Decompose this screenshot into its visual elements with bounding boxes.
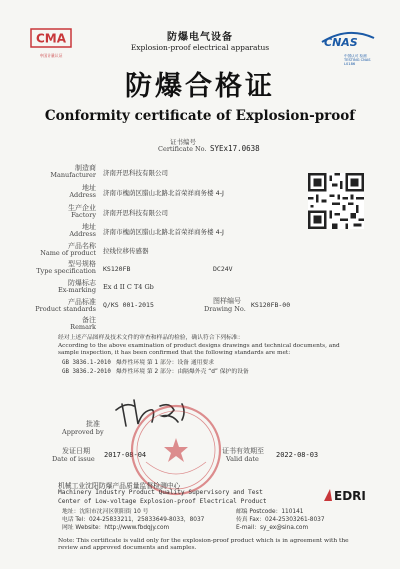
svg-text:CNAS: CNAS [324,36,358,49]
statement-zh: 经对上述产品图样及技术文件的审查和样品的检验，确认符合下列标准： [58,335,244,341]
certificate-no-label-en: Certificate No. [158,145,207,153]
footer-tel: 电话 Tel：024-25833211，25833649-8033，8037 [62,517,205,523]
manufacturer-address-label-zh: 地址 [82,184,96,192]
standard-code-1: GB 3836.1-2010 [62,360,111,366]
issue-date-label-zh: 发证日期 [62,447,90,455]
manufacturer-address-label-en: Address [69,191,96,199]
header-title-zh: 防爆电气设备 [167,32,233,43]
statement-en: According to the above examination of product designs drawings and technical documents, and sample inspection, it has been confirmed that the following standards are met: [58,343,340,357]
org-name-en-line1: Machinery Industry Product Quality Supervisory and Test [58,489,263,496]
footer-address: 地址：沈阳市沈河区朝阳街 10 号 [62,509,149,515]
ex-marking-label-en: Ex-marking [57,286,96,294]
drawing-no-label-en: Drawing No. [204,305,246,313]
footer-website: 网址 Website：http://www.fbdqjy.com [62,525,170,531]
footer-postcode: 邮编 Postcode：110141 [236,509,304,515]
main-title-zh: 防爆合格证 [125,71,275,102]
standard-desc-2: 爆炸性环境 第 2 部分：由隔爆外壳 “d” 保护的设备 [116,369,249,375]
svg-text:CMA: CMA [35,31,67,46]
factory-address-value: 济南市槐荫区腊山北路北首荣祥商务楼 4-J [103,228,224,236]
product-name-label-en: Name of product [40,249,96,257]
type-label-en: Type specification [36,267,96,275]
cnas-logo-icon [318,28,378,50]
approved-label-zh: 批准 [86,420,100,428]
certificate-no-label-zh: 证书编号 [170,138,196,146]
standard-code-2: GB 3836.2-2010 [62,369,111,375]
cnas-logo [318,28,378,66]
edri-logo-icon [322,487,372,503]
qr-code [308,173,364,229]
ex-marking-value: Ex d II C T4 Gb [103,283,154,291]
issue-date-label-en: Date of issue [52,455,95,463]
org-name-zh: 机械工业沈阳防爆产品质量监督检测中心 [58,482,181,490]
remark-label-en: Remark [70,323,96,331]
valid-date-label-en: Valid date [226,455,259,463]
manufacturer-label-en: Manufacturer [50,171,96,179]
product-standards-label-en: Product standards [35,305,96,313]
manufacturer-label-zh: 制造商 [75,164,96,172]
type-voltage-value: DC24V [213,265,233,273]
org-name-en-line2: Center of Low-voltage Explosion-proof Electrical Product [58,498,267,505]
type-label-zh: 型号规格 [68,260,96,268]
svg-text:EDRI: EDRI [334,489,366,503]
type-value: KS120FB [103,265,131,273]
ex-marking-label-zh: 防爆标志 [68,279,96,287]
qr-code-icon [308,173,364,229]
product-standards-value: Q/KS 001-2015 [103,301,154,309]
footer-note: Note: This certificate is valid only for the explosion-proof product which is in agreement with the review and approved documents and samples. [58,538,349,552]
header-title-en: Explosion-proof electrical apparatus [130,43,270,52]
product-standards-label-zh: 产品标准 [68,298,96,306]
edri-logo [322,487,372,503]
valid-date-value: 2022-08-03 [276,451,319,459]
product-name-value: 拉线位移传感器 [103,247,149,255]
factory-label-en: Factory [71,211,96,219]
manufacturer-address-value: 济南市槐荫区腊山北路北首荣祥商务楼 4-J [103,189,224,197]
certificate-no-value: SYEx17.0638 [210,144,260,153]
main-title-en: Conformity certificate of Explosion-proof [44,108,356,124]
valid-date-label-zh: 证书有效期至 [222,447,264,455]
approved-label-en: Approved by [62,428,104,436]
factory-address-label-en: Address [69,230,96,238]
factory-label-zh: 生产企业 [68,204,96,212]
standard-desc-1: 爆炸性环境 第 1 部分：设备 通用要求 [116,360,215,366]
drawing-no-value: KS120FB-00 [251,301,291,309]
footer-email: E-mail：sy_ex@sina.com [236,525,309,531]
cnas-logo-subtitle: 中国认可 检测 TESTING CNAS L0186 [344,54,371,66]
issue-date-value: 2017-08-04 [104,451,147,459]
drawing-no-label-zh: 图样编号 [213,297,241,305]
manufacturer-value: 济南开思科技有限公司 [103,169,168,177]
remark-label-zh: 备注 [82,316,96,324]
product-name-label-zh: 产品名称 [68,242,96,250]
cma-logo-subtitle: 中国计量认证 [39,53,63,58]
factory-address-label-zh: 地址 [82,223,96,231]
footer-fax: 传真 Fax：024-25303261-8037 [236,517,325,523]
factory-value: 济南开思科技有限公司 [103,209,168,217]
